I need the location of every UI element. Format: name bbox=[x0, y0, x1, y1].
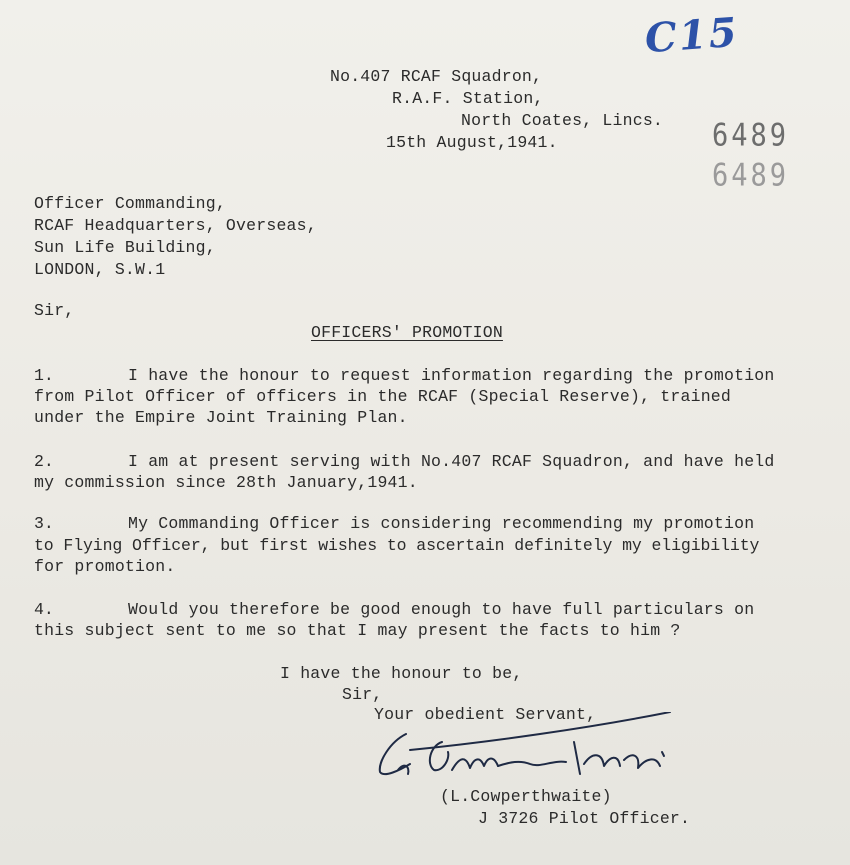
handwritten-reference: C15 bbox=[643, 8, 741, 63]
paragraph-1-number: 1. bbox=[34, 366, 54, 385]
salutation: Sir, bbox=[34, 301, 75, 320]
paragraph-4-line-1: Would you therefore be good enough to have full particulars on bbox=[128, 600, 755, 619]
recipient-address-line-1: Officer Commanding, bbox=[34, 194, 226, 213]
handwritten-signature bbox=[370, 712, 690, 792]
typed-signatory-name: (L.Cowperthwaite) bbox=[440, 787, 612, 806]
paragraph-4-number: 4. bbox=[34, 600, 54, 619]
paragraph-2-number: 2. bbox=[34, 452, 54, 471]
file-number-stamp-faded: 6489 bbox=[712, 157, 790, 194]
paragraph-3-line-3: for promotion. bbox=[34, 557, 176, 576]
sender-address-line-2: R.A.F. Station, bbox=[392, 89, 544, 108]
paragraph-1-line-1: I have the honour to request information regarding the promotion bbox=[128, 366, 775, 385]
sender-address-line-1: No.407 RCAF Squadron, bbox=[330, 67, 543, 86]
closing-line-1: I have the honour to be, bbox=[280, 664, 523, 683]
recipient-address-line-2: RCAF Headquarters, Overseas, bbox=[34, 216, 317, 235]
paragraph-1-line-3: under the Empire Joint Training Plan. bbox=[34, 408, 408, 427]
paragraph-2-line-1: I am at present serving with No.407 RCAF Squadron, and have held bbox=[128, 452, 775, 471]
paragraph-3-line-1: My Commanding Officer is considering recommending my promotion bbox=[128, 514, 755, 533]
recipient-address-line-3: Sun Life Building, bbox=[34, 238, 216, 257]
paragraph-1-line-2: from Pilot Officer of officers in the RCAF (Special Reserve), trained bbox=[34, 387, 732, 406]
paragraph-2-line-2: my commission since 28th January,1941. bbox=[34, 473, 418, 492]
closing-line-3: Your obedient Servant, bbox=[374, 705, 597, 724]
file-number-stamp: 6489 bbox=[712, 117, 790, 154]
paragraph-3-number: 3. bbox=[34, 514, 54, 533]
recipient-address-line-4: LONDON, S.W.1 bbox=[34, 260, 166, 279]
closing-line-2: Sir, bbox=[342, 685, 383, 704]
letter-date: 15th August,1941. bbox=[386, 133, 558, 152]
sender-address-line-3: North Coates, Lincs. bbox=[461, 111, 664, 130]
letter-subject: OFFICERS' PROMOTION bbox=[311, 323, 503, 342]
paragraph-4-line-2: this subject sent to me so that I may present the facts to him ? bbox=[34, 621, 681, 640]
signatory-rank: J 3726 Pilot Officer. bbox=[478, 809, 691, 828]
paragraph-3-line-2: to Flying Officer, but first wishes to ascertain definitely my eligibility bbox=[34, 536, 760, 555]
